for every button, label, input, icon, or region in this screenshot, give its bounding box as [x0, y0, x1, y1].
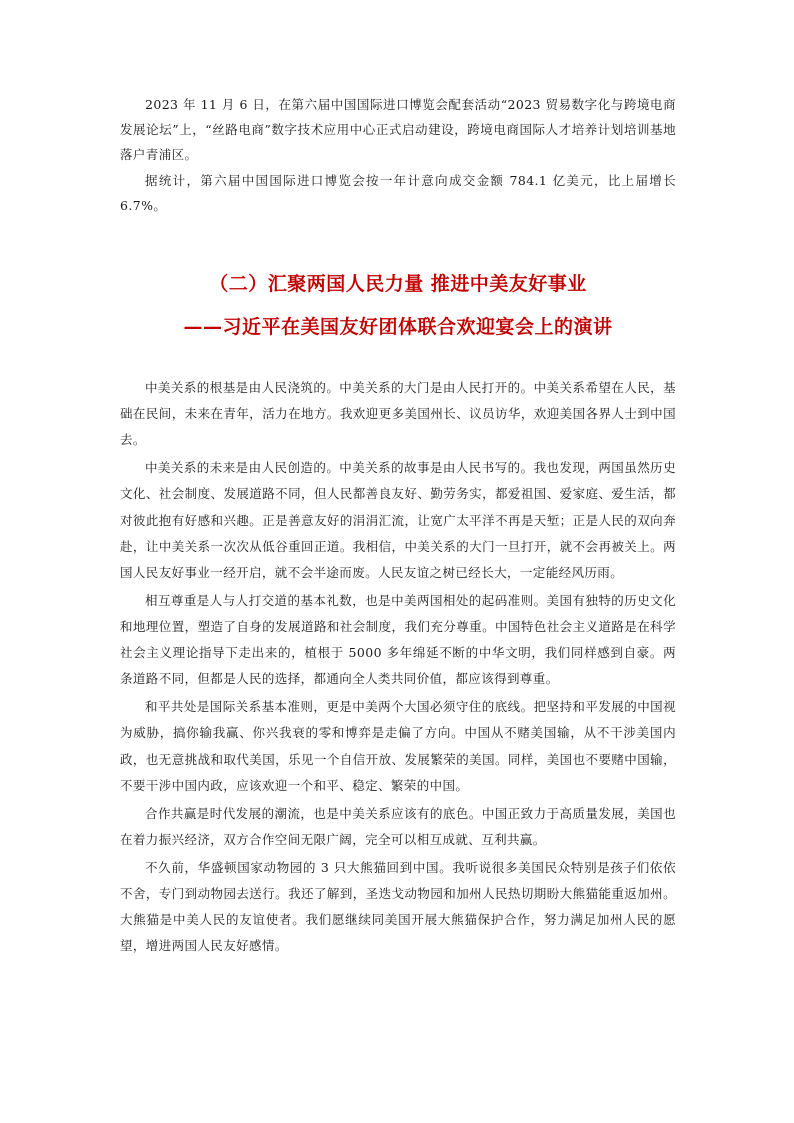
speech-paragraph: 相互尊重是人与人打交道的基本礼数，也是中美两国相处的起码准则。美国有独特的历史文化和地理位置，塑造了自身的发展道路和社会制度，我们充分尊重。中国特色社会主义道路是在科学社会主义理论指导下走出来的，植根于 5000 多年绵延不断的中华文明，我们同样感到自豪。两条道路不同，但都是人民的选择，都通向全人类共同价值，都应该得到尊重。: [120, 592, 676, 687]
intro-paragraph: 2023 年 11 月 6 日，在第六届中国国际进口博览会配套活动“2023 贸易数字化与跨境电商发展论坛”上，“丝路电商”数字技术应用中心正式启动建设，跨境电商国际人才培养计划培训基地落户青浦区。: [120, 97, 676, 162]
intro-paragraph: 据统计，第六届中国国际进口博览会按一年计意向成交金额 784.1 亿美元，比上届增长 6.7%。: [120, 173, 676, 213]
speech-paragraph: 合作共赢是时代发展的潮流，也是中美关系应该有的底色。中国正致力于高质量发展，美国也在着力振兴经济，双方合作空间无限广阔，完全可以相互成就、互利共赢。: [120, 805, 676, 847]
page-content: [120, 92, 676, 961]
section-subtitle: ——习近平在美国友好团体联合欢迎宴会上的演讲: [183, 316, 613, 338]
speech-paragraph: 和平共处是国际关系基本准则，更是中美两个大国必须守住的底线。把坚持和平发展的中国视为威胁，搞你输我赢、你兴我衰的零和博弈是走偏了方向。中国从不赌美国输，从不干涉美国内政，也无意挑战和取代美国，乐见一个自信开放、发展繁荣的美国。同样，美国也不要赌中国输，不要干涉中国内政，应该欢迎一个和平、稳定、繁荣的中国。: [120, 699, 676, 793]
speech-paragraph: 不久前，华盛顿国家动物园的 3 只大熊猫回到中国。我听说很多美国民众特别是孩子们依依不舍，专门到动物园去送行。我还了解到，圣迭戈动物园和加州人民热切期盼大熊猫能重返加州。大熊猫是中美人民的友谊使者。我们愿继续同美国开展大熊猫保护合作，努力满足加州人民的愿望，增进两国人民友好感情。: [120, 859, 676, 954]
speech-body: [120, 375, 676, 959]
intro-block: [120, 92, 676, 218]
speech-paragraph: 中美关系的未来是由人民创造的。中美关系的故事是由人民书写的。我也发现，两国虽然历史文化、社会制度、发展道路不同，但人民都善良友好、勤劳务实，都爱祖国、爱家庭、爱生活，都对彼此抱有好感和兴趣。正是善意友好的涓涓汇流，让宽广太平洋不再是天堑；正是人民的双向奔赴，让中美关系一次次从低谷重回正道。我相信，中美关系的大门一旦打开，就不会再被关上。两国人民友好事业一经开启，就不会半途而废。人民友谊之树已经长大，一定能经风历雨。: [120, 460, 676, 581]
section-title: （二）汇聚两国人民力量 推进中美友好事业: [209, 273, 587, 295]
speech-paragraph: 中美关系的根基是由人民浇筑的。中美关系的大门是由人民打开的。中美关系希望在人民，基础在民间，未来在青年，活力在地方。我欢迎更多美国州长、议员访华，欢迎美国各界人士到中国去。: [120, 380, 676, 448]
